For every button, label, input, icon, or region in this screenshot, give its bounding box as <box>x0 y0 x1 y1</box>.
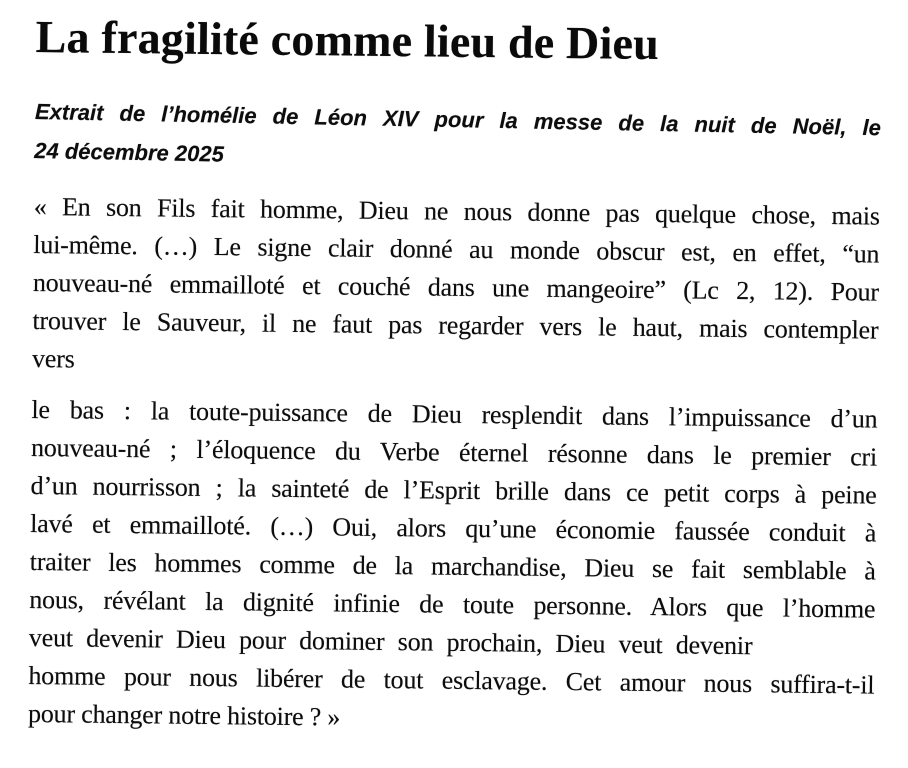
text-line: lui-même. (…) Le signe clair donné au monde obscur est, en effet, “un <box>33 229 880 269</box>
text-line: veut devenir Dieu pour dominer son prochain, Dieu veut devenir <box>28 622 753 660</box>
text-line: pour changer notre histoire ? » <box>27 698 341 732</box>
text-line: vers <box>31 343 75 374</box>
subtitle-line: 24 décembre 2025 <box>34 137 225 167</box>
text-line: traiter les hommes comme de la marchandise, Dieu se fait semblable à <box>29 546 876 586</box>
document-page <box>28 12 882 742</box>
text-line: trouver le Sauveur, il ne faut pas regarder vers le haut, mais contempler <box>32 305 879 345</box>
body-paragraph-2 <box>28 391 878 743</box>
text-line: nouveau-né emmailloté et couché dans une mangeoire” (Lc 2, 12). Pour <box>32 267 880 307</box>
subtitle <box>34 92 881 186</box>
text-line: homme pour nous libérer de tout esclavage. Cet amour nous suffira-t-il <box>28 660 875 700</box>
text-line: nous, révélant la dignité infinie de toute personne. Alors que l’homme <box>29 584 876 624</box>
subtitle-line: Extrait de l’homélie de Léon XIV pour la messe de la nuit de Noël, le <box>34 98 882 140</box>
text-line: nouveau-né ; l’éloquence du Verbe éternel résonne dans le premier cri <box>30 432 878 472</box>
text-line: lavé et emmailloté. (…) Oui, alors qu’une économie faussée conduit à <box>30 508 877 548</box>
page-title: La fragilité comme lieu de Dieu <box>35 11 660 70</box>
text-line: « En son Fils fait homme, Dieu ne nous donne pas quelque chose, mais <box>33 191 880 231</box>
body-paragraph-1 <box>32 188 880 388</box>
text-line: le bas : la toute-puissance de Dieu resplendit dans l’impuissance d’un <box>31 394 878 434</box>
text-line: d’un nourrisson ; la sainteté de l’Esprit brille dans ce petit corps à peine <box>30 470 877 510</box>
